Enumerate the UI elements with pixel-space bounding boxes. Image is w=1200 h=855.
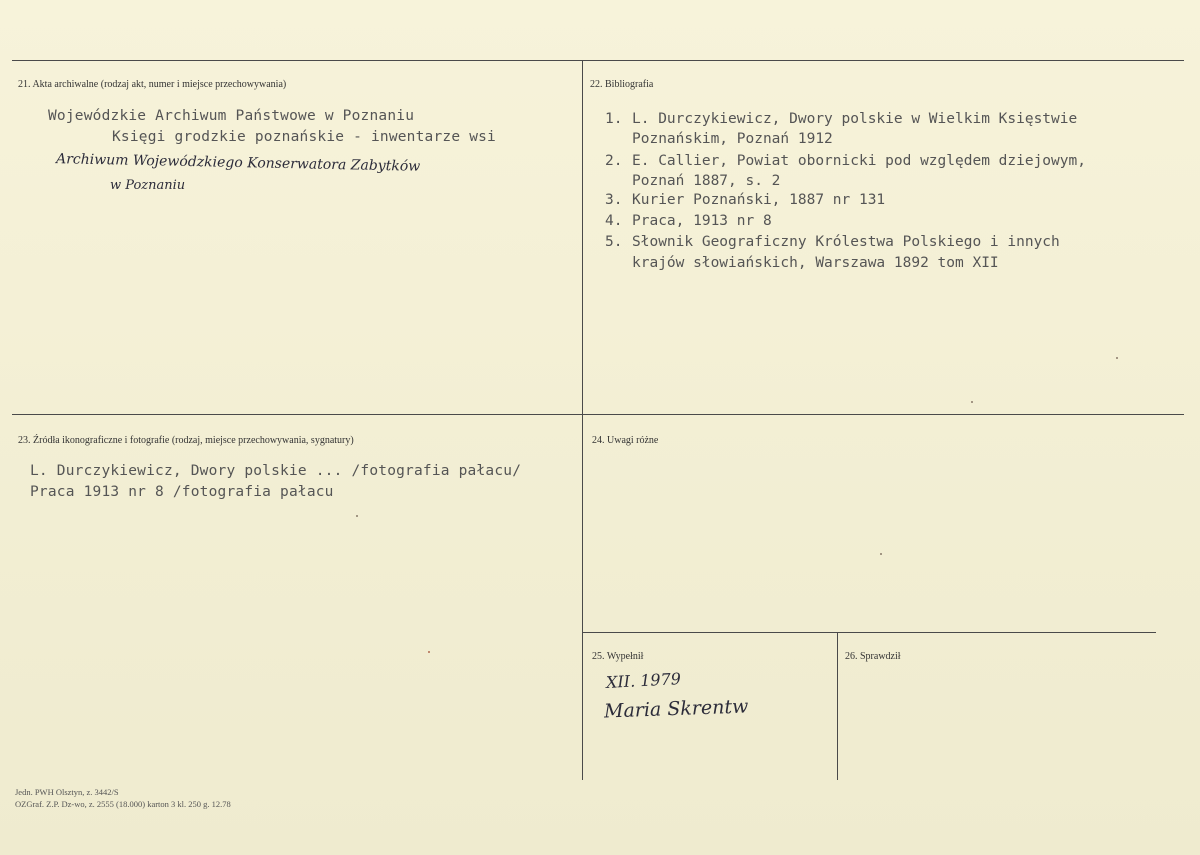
filled-date-handwritten: XII. 1979	[605, 669, 682, 692]
bibliography-item-text: E. Callier, Powiat obornicki pod względem dziejowym,	[632, 153, 1086, 169]
bibliography-item-number: 4.	[605, 213, 623, 229]
bibliography-item-text: L. Durczykiewicz, Dwory polskie w Wielkim Księstwie	[632, 111, 1078, 127]
section26-label: 26. Sprawdził	[845, 651, 901, 662]
paper-speck	[971, 401, 973, 403]
section23-typed-line1: L. Durczykiewicz, Dwory polskie ... /fotografia pałacu/	[30, 463, 522, 479]
section21-typed-line2: Księgi grodzkie poznańskie - inwentarze wsi	[112, 129, 496, 145]
bibliography-item	[605, 234, 1060, 250]
signature-divider	[837, 632, 838, 780]
section23-label: 23. Źródła ikonograficzne i fotografie (rodzaj, miejsce przechowywania, sygnatury)	[18, 435, 354, 446]
middle-rule	[12, 414, 1184, 415]
section24-label: 24. Uwagi różne	[592, 435, 659, 446]
bibliography-item-text: krajów słowiańskich, Warszawa 1892 tom XII	[632, 255, 999, 271]
center-divider	[582, 60, 583, 780]
section25-label: 25. Wypełnił	[592, 651, 644, 662]
paper-speck	[356, 515, 358, 517]
top-rule	[12, 60, 1184, 61]
filled-by-signature: Maria Skrentw	[603, 695, 749, 723]
bibliography-item-text: Kurier Poznański, 1887 nr 131	[632, 192, 886, 208]
bibliography-item-text: Słownik Geograficzny Królestwa Polskiego i innych	[632, 234, 1060, 250]
bibliography-item-continuation	[605, 255, 999, 271]
signature-rule	[582, 632, 1156, 633]
bibliography-item-text: Poznańskim, Poznań 1912	[632, 131, 833, 147]
bibliography-item	[605, 111, 1077, 127]
footer-line2: OZGraf. Z.P. Dz-wo, z. 2555 (18.000) karton 3 kl. 250 g. 12.78	[15, 799, 231, 809]
bibliography-item	[605, 153, 1086, 169]
bibliography-item-number: 3.	[605, 192, 623, 208]
bibliography-item-text: Poznań 1887, s. 2	[632, 173, 781, 189]
section23-typed-line2: Praca 1913 nr 8 /fotografia pałacu	[30, 484, 334, 500]
section21-typed-line1: Wojewódzkie Archiwum Państwowe w Poznaniu	[48, 108, 415, 124]
paper-speck	[880, 553, 882, 555]
bibliography-item-number: 2.	[605, 153, 623, 169]
section22-label: 22. Bibliografia	[590, 79, 654, 90]
bibliography-item	[605, 213, 772, 229]
bibliography-item-number: 5.	[605, 234, 623, 250]
bibliography-item-text: Praca, 1913 nr 8	[632, 213, 772, 229]
section21-handwritten-line2: w Poznaniu	[110, 178, 186, 193]
bibliography-item-continuation	[605, 173, 780, 189]
paper-speck	[1116, 357, 1118, 359]
footer-line1: Jedn. PWH Olsztyn, z. 3442/S	[15, 787, 119, 797]
bibliography-item-continuation	[605, 131, 833, 147]
section21-handwritten-line1: Archiwum Wojewódzkiego Konserwatora Zabytków	[55, 151, 421, 175]
paper-speck	[428, 651, 430, 653]
section21-label: 21. Akta archiwalne (rodzaj akt, numer i miejsce przechowywania)	[18, 79, 287, 90]
bibliography-item-number: 1.	[605, 111, 623, 127]
bibliography-item	[605, 192, 885, 208]
